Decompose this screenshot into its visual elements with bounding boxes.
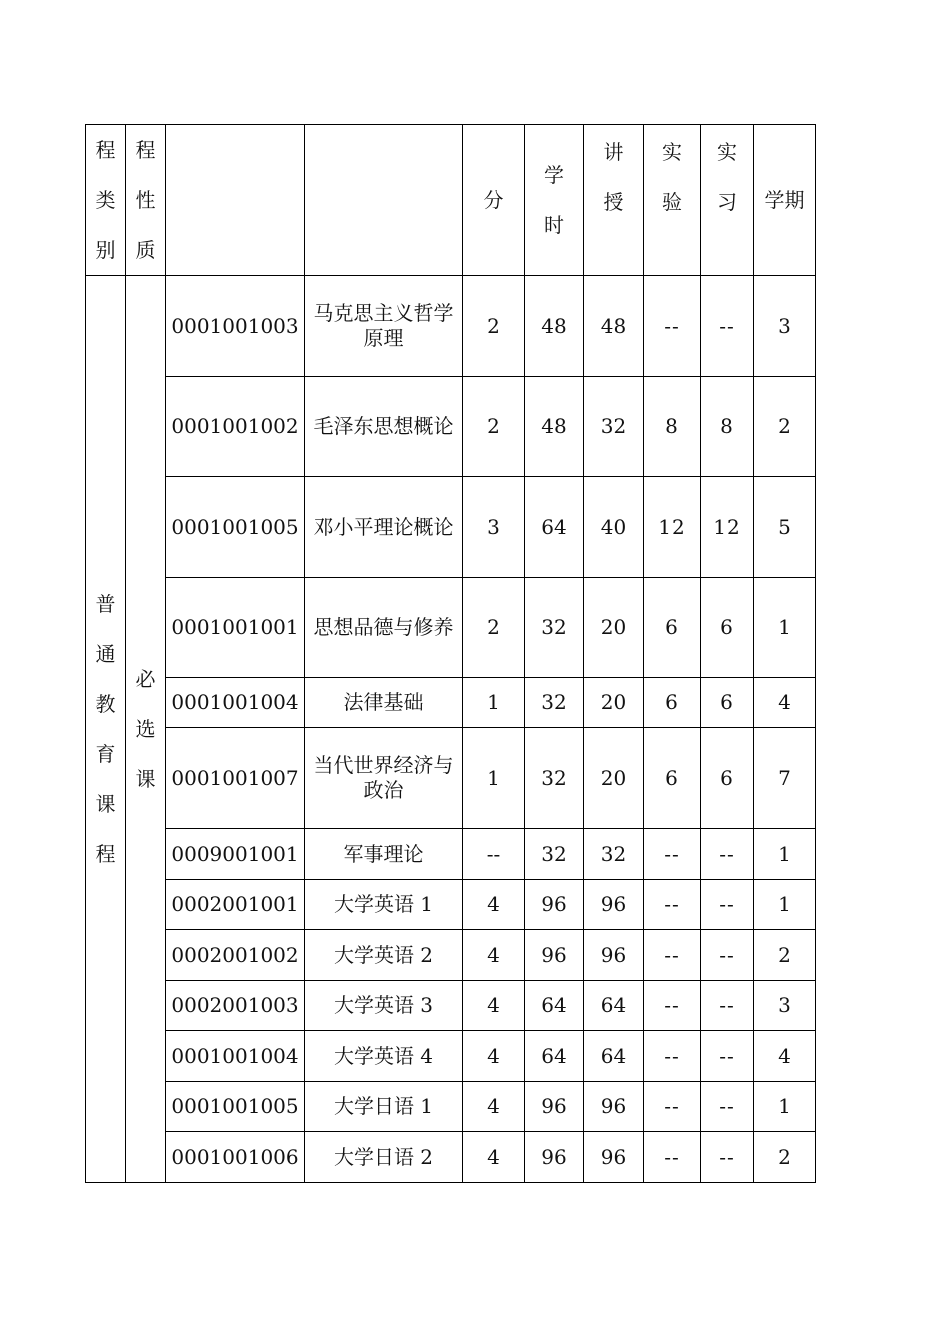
lab-cell: --: [644, 930, 701, 981]
practice-cell: --: [701, 981, 754, 1031]
lab-cell: --: [644, 829, 701, 880]
lecture-cell: 20: [584, 678, 644, 728]
course-code: 0001001004: [166, 678, 305, 728]
practice-cell: 8: [701, 377, 754, 477]
table-row: [86, 578, 816, 678]
course-name: 大学英语 2: [305, 930, 463, 981]
lab-cell: --: [644, 880, 701, 930]
credit-cell: 4: [463, 1031, 525, 1082]
header-lecture: 讲 授: [584, 125, 644, 276]
hours-cell: 64: [525, 477, 584, 578]
lecture-cell: 96: [584, 930, 644, 981]
term-cell: 5: [754, 477, 816, 578]
lab-cell: 12: [644, 477, 701, 578]
term-cell: 3: [754, 276, 816, 377]
practice-cell: --: [701, 880, 754, 930]
table-row: [86, 276, 816, 377]
term-cell: 2: [754, 1132, 816, 1183]
course-name: 大学英语 4: [305, 1031, 463, 1082]
term-cell: 1: [754, 880, 816, 930]
term-cell: 1: [754, 829, 816, 880]
table-row: [86, 829, 816, 880]
lecture-cell: 40: [584, 477, 644, 578]
table-body: [86, 125, 816, 1183]
course-code: 0001001003: [166, 276, 305, 377]
course-name: 当代世界经济与政治: [305, 728, 463, 829]
practice-cell: 12: [701, 477, 754, 578]
course-name: 马克思主义哲学原理: [305, 276, 463, 377]
hours-cell: 32: [525, 678, 584, 728]
practice-cell: 6: [701, 678, 754, 728]
lecture-cell: 48: [584, 276, 644, 377]
header-lab: 实 验: [644, 125, 701, 276]
lab-cell: 8: [644, 377, 701, 477]
header-row: [86, 125, 816, 276]
credit-cell: 3: [463, 477, 525, 578]
header-code: [166, 125, 305, 276]
practice-cell: --: [701, 930, 754, 981]
course-name: 大学英语 3: [305, 981, 463, 1031]
hours-cell: 32: [525, 578, 584, 678]
course-name: 邓小平理论概论: [305, 477, 463, 578]
course-code: 0001001004: [166, 1031, 305, 1082]
term-cell: 2: [754, 377, 816, 477]
credit-cell: --: [463, 829, 525, 880]
credit-cell: 2: [463, 276, 525, 377]
hours-cell: 96: [525, 880, 584, 930]
header-hours: 学 时: [525, 125, 584, 276]
header-term: 学期: [754, 125, 816, 276]
course-name: 毛泽东思想概论: [305, 377, 463, 477]
practice-cell: --: [701, 1082, 754, 1132]
lab-cell: --: [644, 981, 701, 1031]
hours-cell: 64: [525, 981, 584, 1031]
term-cell: 1: [754, 578, 816, 678]
hours-cell: 96: [525, 930, 584, 981]
course-code: 0001001005: [166, 477, 305, 578]
course-name: 大学英语 1: [305, 880, 463, 930]
header-category: 程 类 别: [86, 125, 126, 276]
credit-cell: 4: [463, 1082, 525, 1132]
term-cell: 1: [754, 1082, 816, 1132]
practice-cell: 6: [701, 578, 754, 678]
lecture-cell: 32: [584, 377, 644, 477]
course-code: 0001001007: [166, 728, 305, 829]
lab-cell: 6: [644, 728, 701, 829]
course-name: 思想品德与修养: [305, 578, 463, 678]
practice-cell: --: [701, 1031, 754, 1082]
table-row: [86, 1082, 816, 1132]
table-row: [86, 1132, 816, 1183]
credit-cell: 1: [463, 678, 525, 728]
hours-cell: 64: [525, 1031, 584, 1082]
lecture-cell: 64: [584, 1031, 644, 1082]
course-code: 0001001006: [166, 1132, 305, 1183]
course-name: 军事理论: [305, 829, 463, 880]
practice-cell: --: [701, 829, 754, 880]
credit-cell: 2: [463, 578, 525, 678]
hours-cell: 48: [525, 377, 584, 477]
lab-cell: --: [644, 1132, 701, 1183]
lecture-cell: 32: [584, 829, 644, 880]
table-row: [86, 477, 816, 578]
credit-cell: 4: [463, 930, 525, 981]
lab-cell: --: [644, 1031, 701, 1082]
course-name: 大学日语 2: [305, 1132, 463, 1183]
course-code: 0001001002: [166, 377, 305, 477]
category-cell: 普 通 教 育 课 程: [86, 276, 126, 1183]
hours-cell: 48: [525, 276, 584, 377]
course-code: 0001001001: [166, 578, 305, 678]
lab-cell: --: [644, 276, 701, 377]
lecture-cell: 20: [584, 728, 644, 829]
term-cell: 4: [754, 678, 816, 728]
lecture-cell: 96: [584, 1082, 644, 1132]
practice-cell: --: [701, 1132, 754, 1183]
lab-cell: 6: [644, 678, 701, 728]
practice-cell: 6: [701, 728, 754, 829]
credit-cell: 1: [463, 728, 525, 829]
lecture-cell: 20: [584, 578, 644, 678]
table-row: [86, 880, 816, 930]
hours-cell: 96: [525, 1132, 584, 1183]
course-code: 0001001005: [166, 1082, 305, 1132]
header-practice: 实 习: [701, 125, 754, 276]
practice-cell: --: [701, 276, 754, 377]
table-row: [86, 1031, 816, 1082]
lecture-cell: 96: [584, 1132, 644, 1183]
course-table: [85, 124, 816, 1183]
credit-cell: 4: [463, 981, 525, 1031]
hours-cell: 96: [525, 1082, 584, 1132]
term-cell: 4: [754, 1031, 816, 1082]
lecture-cell: 96: [584, 880, 644, 930]
table-row: [86, 377, 816, 477]
course-code: 0002001002: [166, 930, 305, 981]
header-nature: 程 性 质: [126, 125, 166, 276]
table-row: [86, 981, 816, 1031]
course-code: 0002001001: [166, 880, 305, 930]
lab-cell: --: [644, 1082, 701, 1132]
lab-cell: 6: [644, 578, 701, 678]
hours-cell: 32: [525, 829, 584, 880]
lecture-cell: 64: [584, 981, 644, 1031]
hours-cell: 32: [525, 728, 584, 829]
header-name: [305, 125, 463, 276]
term-cell: 2: [754, 930, 816, 981]
nature-cell: 必 选 课: [126, 276, 166, 1183]
table-row: [86, 930, 816, 981]
course-name: 大学日语 1: [305, 1082, 463, 1132]
credit-cell: 2: [463, 377, 525, 477]
course-code: 0009001001: [166, 829, 305, 880]
term-cell: 3: [754, 981, 816, 1031]
credit-cell: 4: [463, 1132, 525, 1183]
course-code: 0002001003: [166, 981, 305, 1031]
table-row: [86, 678, 816, 728]
credit-cell: 4: [463, 880, 525, 930]
term-cell: 7: [754, 728, 816, 829]
course-name: 法律基础: [305, 678, 463, 728]
table-row: [86, 728, 816, 829]
header-credit: 分: [463, 125, 525, 276]
